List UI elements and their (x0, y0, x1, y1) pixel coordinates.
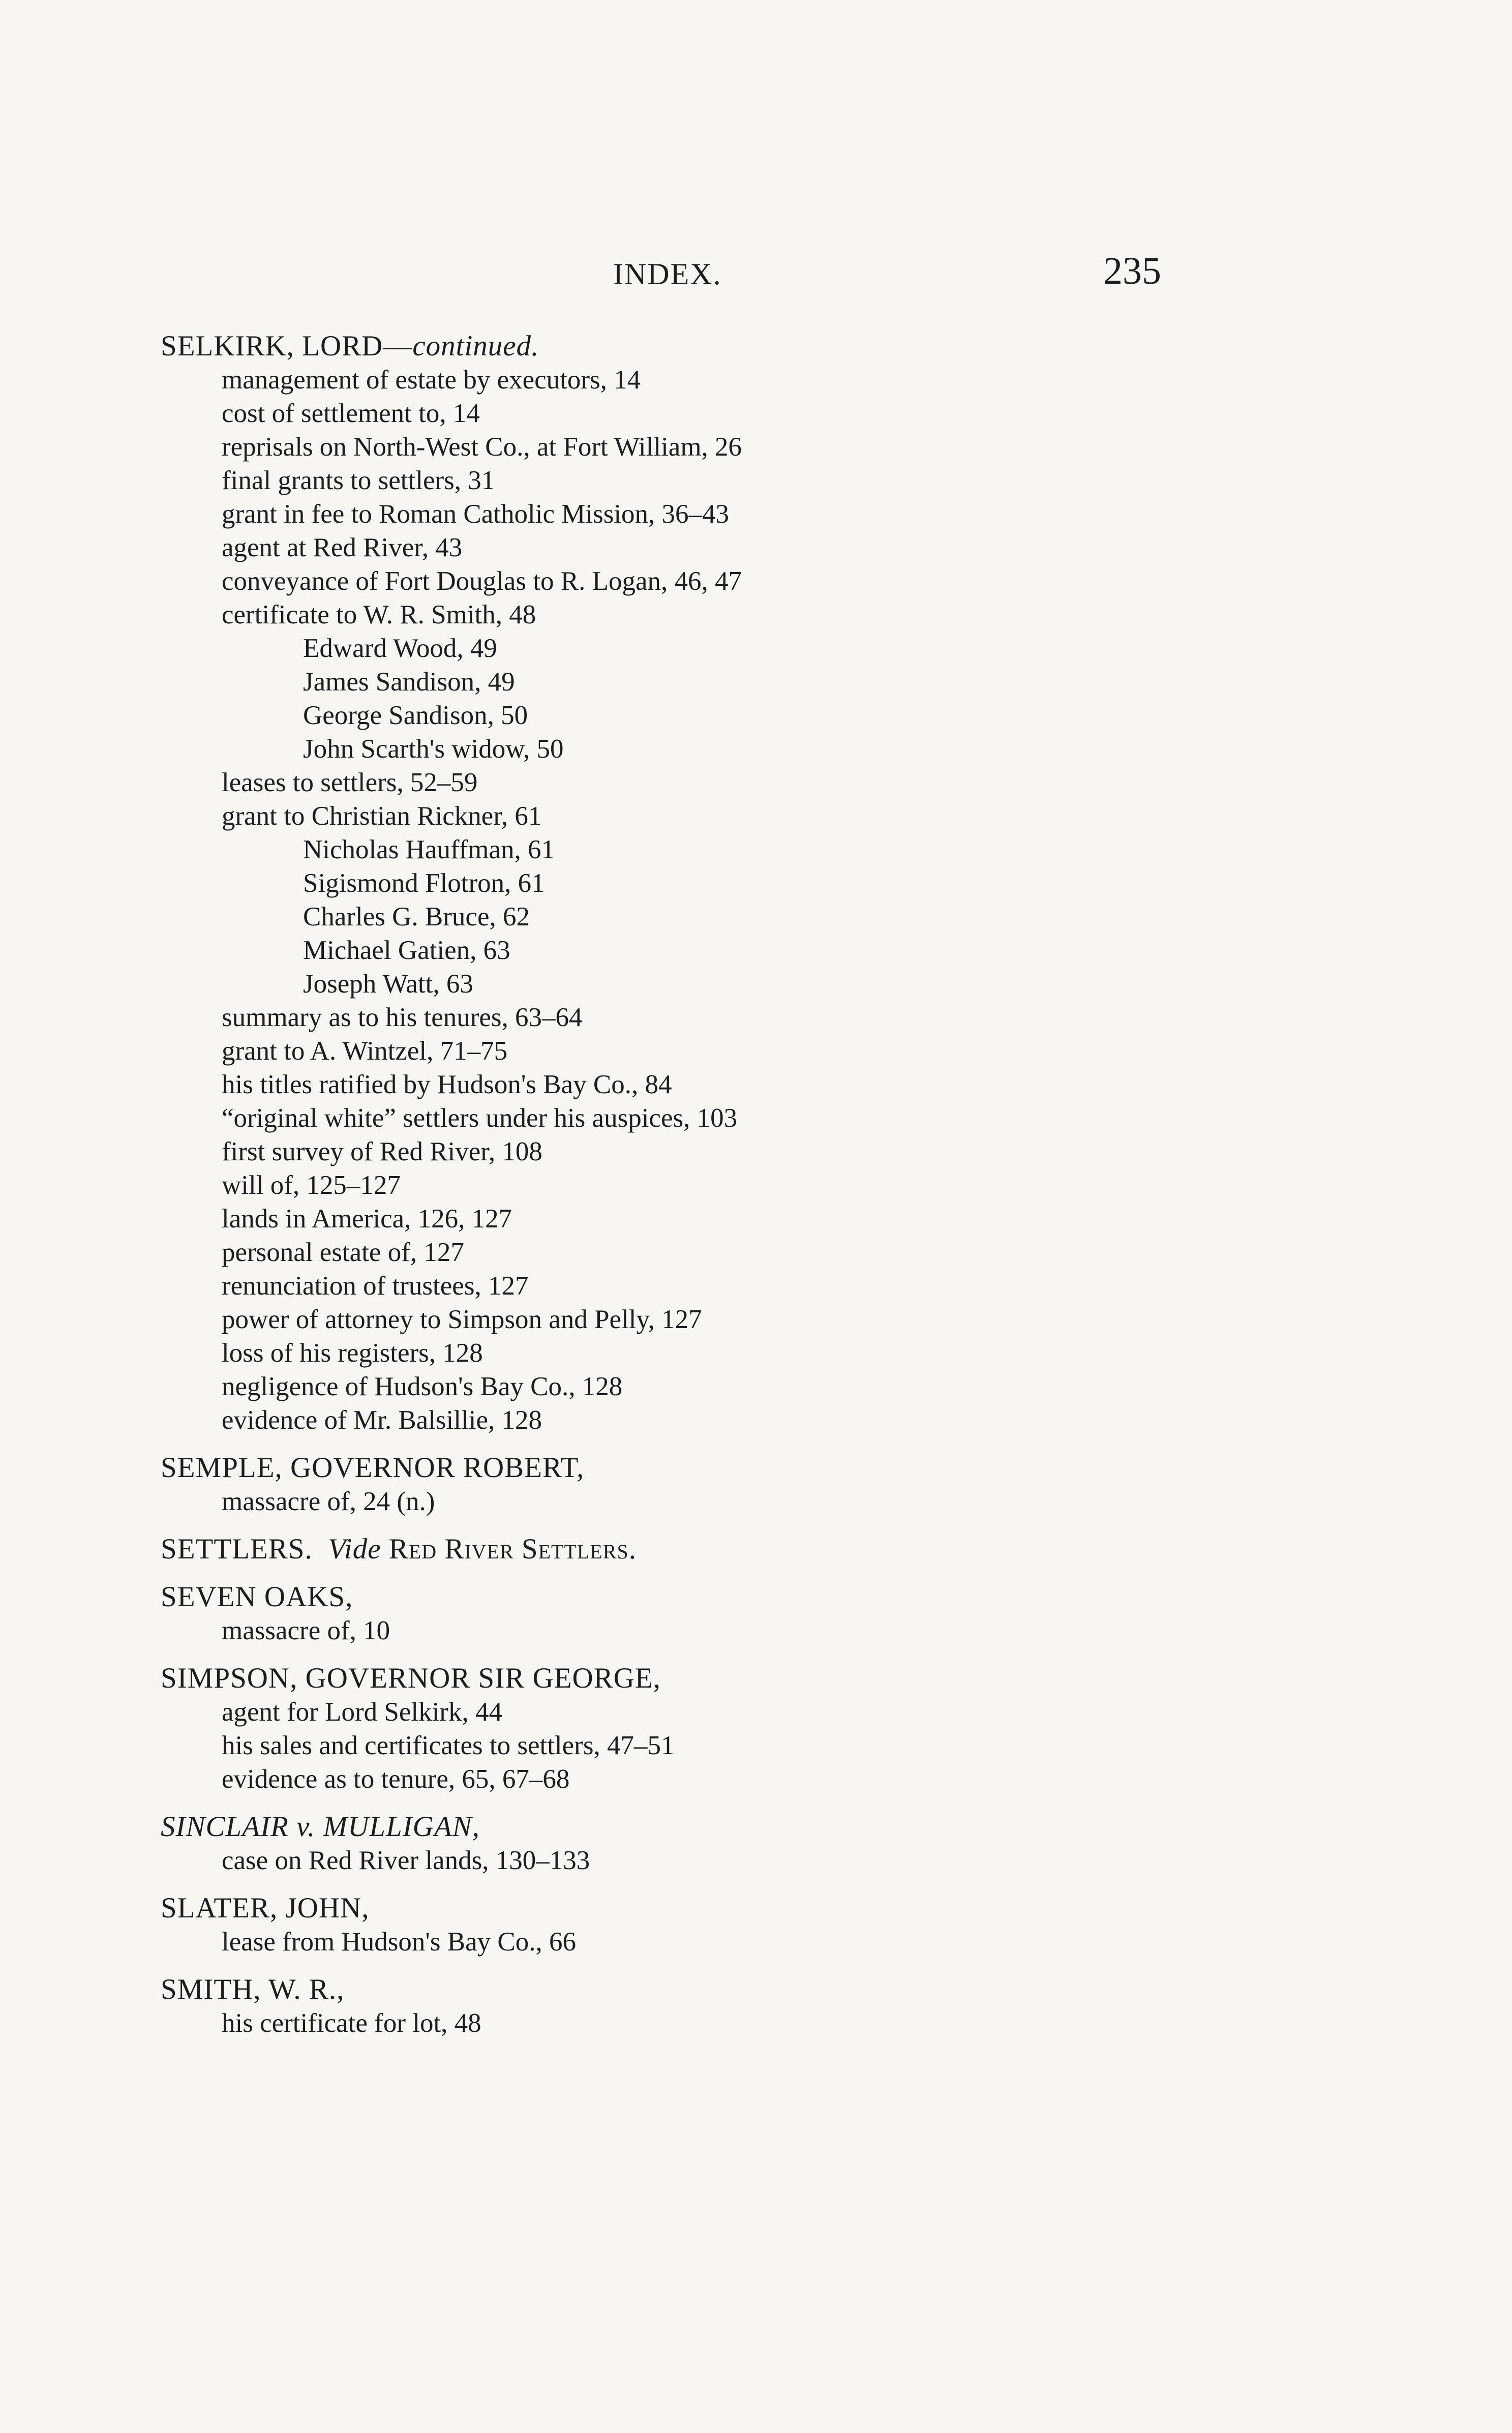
subentry: agent for Lord Selkirk, 44 (222, 1697, 502, 1727)
subentry: grant to Christian Rickner, 61 (222, 801, 542, 831)
subentry-continuation: Charles G. Bruce, 62 (303, 902, 530, 932)
subentry-continuation: Michael Gatien, 63 (303, 936, 510, 965)
subentry: reprisals on North-West Co., at Fort William, 26 (222, 432, 742, 462)
entry-heading: SEMPLE, GOVERNOR ROBERT, (161, 1452, 585, 1484)
index-entry-selkirk (161, 329, 1218, 1437)
heading-text: SETTLERS. (161, 1533, 313, 1565)
entry-heading (161, 329, 1218, 363)
subentry: lands in America, 126, 127 (222, 1204, 512, 1234)
index-body (161, 329, 1218, 2040)
subentry-continuation: George Sandison, 50 (303, 701, 528, 730)
subentry-continuation: Sigismond Flotron, 61 (303, 868, 545, 898)
subentry: summary as to his tenures, 63–64 (222, 1003, 583, 1032)
subentry: massacre of, 10 (222, 1616, 390, 1645)
subentry: first survey of Red River, 108 (222, 1137, 542, 1166)
entry-heading: SMITH, W. R., (161, 1973, 345, 2005)
subentry: his titles ratified by Hudson's Bay Co., 84 (222, 1070, 672, 1099)
subentry: personal estate of, 127 (222, 1238, 464, 1267)
subentry: renunciation of trustees, 127 (222, 1271, 529, 1301)
entry-heading (161, 1533, 1218, 1566)
subentry-continuation: Edward Wood, 49 (303, 634, 497, 663)
subentry: grant to A. Wintzel, 71–75 (222, 1036, 508, 1066)
subentry-continuation: Nicholas Hauffman, 61 (303, 835, 555, 864)
subentry: agent at Red River, 43 (222, 533, 463, 562)
entry-heading: SINCLAIR v. MULLIGAN, (161, 1811, 480, 1843)
subentry: his certificate for lot, 48 (222, 2008, 481, 2038)
subentry: lease from Hudson's Bay Co., 66 (222, 1927, 576, 1957)
subentry: evidence as to tenure, 65, 67–68 (222, 1764, 570, 1794)
subentry: cost of settlement to, 14 (222, 399, 480, 428)
subentry: certificate to W. R. Smith, 48 (222, 600, 536, 629)
cross-reference: Red River Settlers. (388, 1533, 637, 1565)
subentry: “original white” settlers under his auspices, 103 (222, 1103, 738, 1133)
running-head: INDEX. (613, 257, 722, 291)
subentry: conveyance of Fort Douglas to R. Logan, 46, 47 (222, 566, 742, 596)
subentry: loss of his registers, 128 (222, 1338, 483, 1368)
index-entry-seven-oaks (161, 1580, 1218, 1647)
subentry: case on Red River lands, 130–133 (222, 1846, 590, 1875)
entry-heading: SEVEN OAKS, (161, 1581, 353, 1613)
page-number: 235 (1103, 250, 1161, 292)
subentry-continuation: Joseph Watt, 63 (303, 969, 473, 999)
subentry: evidence of Mr. Balsillie, 128 (222, 1405, 542, 1435)
heading-note: continued. (412, 330, 539, 362)
subentry: his sales and certificates to settlers, 47–51 (222, 1731, 675, 1760)
index-entry-slater (161, 1891, 1218, 1959)
subentry: final grants to settlers, 31 (222, 466, 495, 495)
subentry: massacre of, 24 (n.) (222, 1487, 435, 1516)
index-entry-semple (161, 1451, 1218, 1518)
subentry-continuation: John Scarth's widow, 50 (303, 734, 564, 764)
heading-text: SELKIRK, LORD— (161, 330, 413, 362)
subentry: power of attorney to Simpson and Pelly, 127 (222, 1305, 702, 1334)
subentry: negligence of Hudson's Bay Co., 128 (222, 1372, 623, 1401)
subentry: leases to settlers, 52–59 (222, 768, 478, 797)
index-entry-simpson (161, 1662, 1218, 1796)
subentry: grant in fee to Roman Catholic Mission, 36–43 (222, 499, 730, 529)
entry-heading: SLATER, JOHN, (161, 1892, 370, 1924)
index-entry-settlers (161, 1533, 1218, 1566)
vide-label: Vide (328, 1533, 381, 1565)
entry-heading: SIMPSON, GOVERNOR SIR GEORGE, (161, 1662, 661, 1694)
index-entry-sinclair (161, 1810, 1218, 1877)
subentry-continuation: James Sandison, 49 (303, 667, 515, 697)
subentry: management of estate by executors, 14 (222, 365, 641, 395)
subentry: will of, 125–127 (222, 1170, 401, 1200)
index-entry-smith (161, 1973, 1218, 2040)
